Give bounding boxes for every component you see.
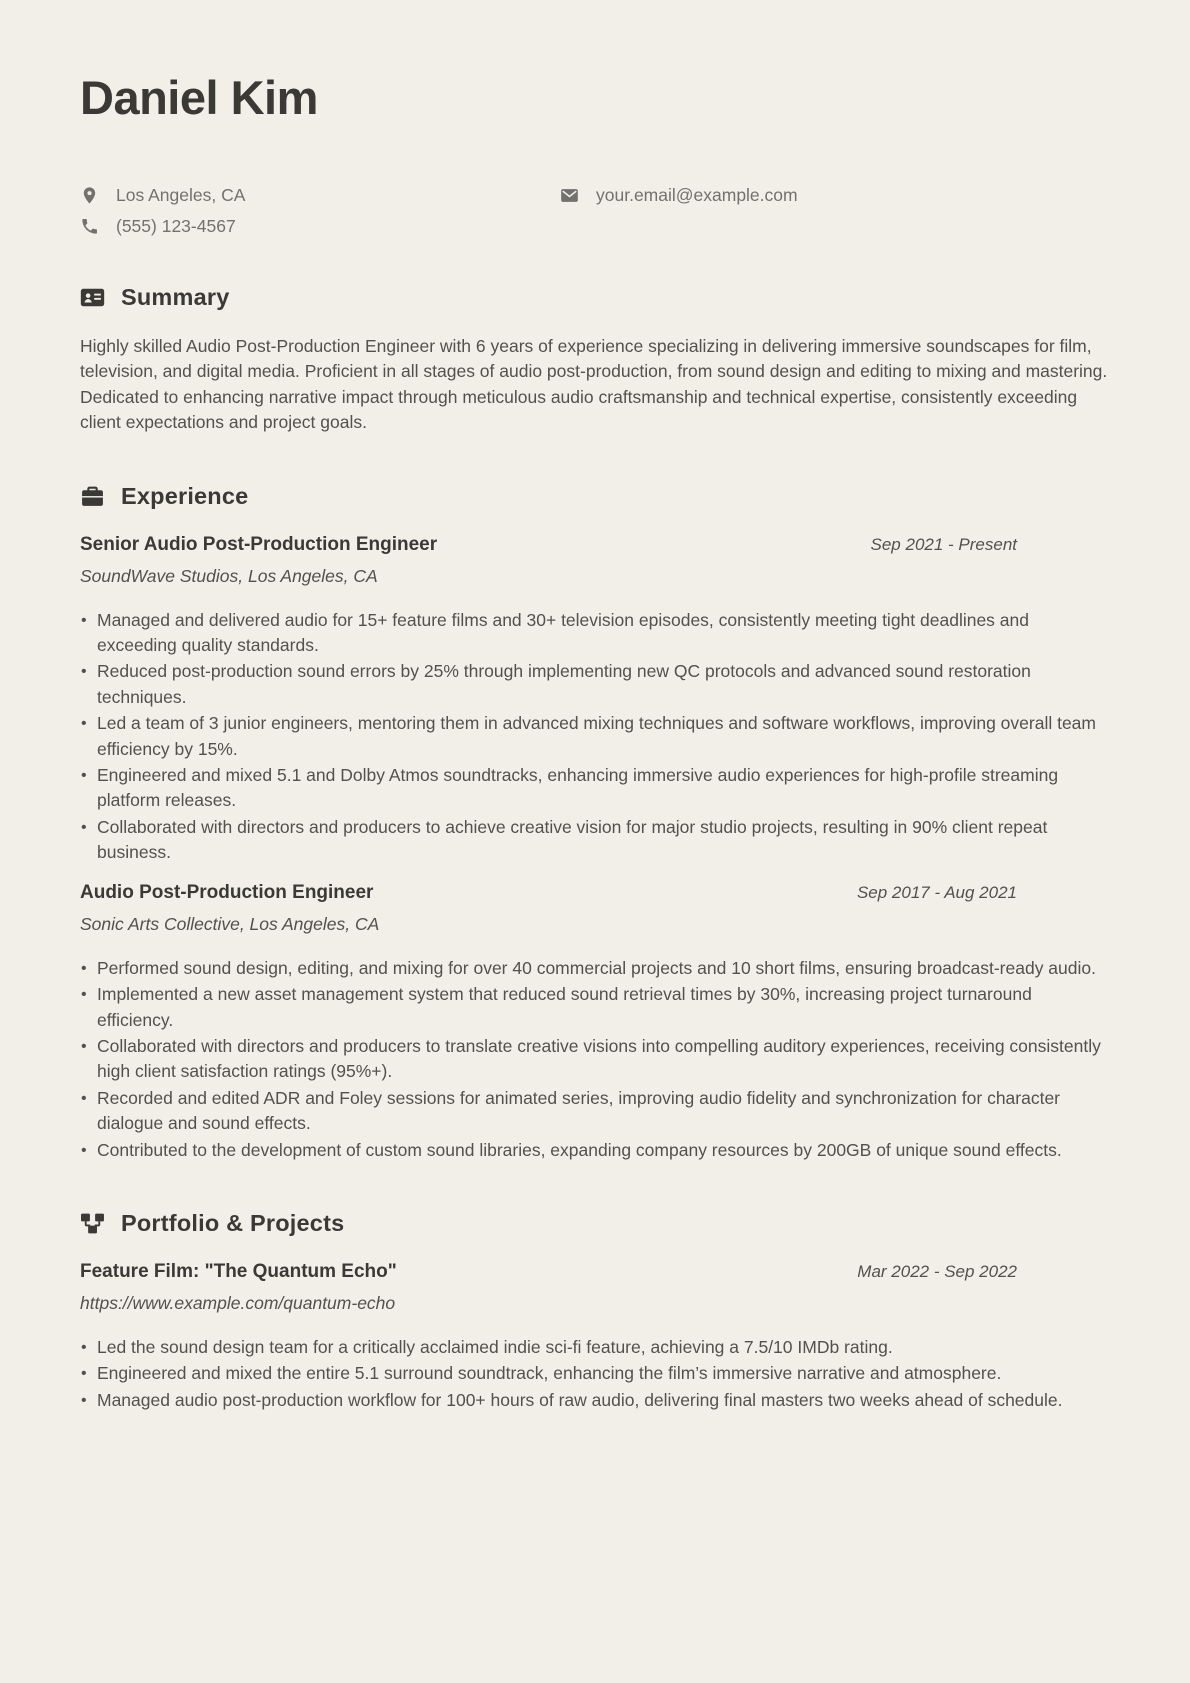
job-company: SoundWave Studios, Los Angeles, CA: [80, 565, 378, 586]
summary-section: [80, 284, 1110, 436]
contact-phone-row: [80, 216, 560, 237]
job-header-row: [80, 882, 1110, 904]
diagram-project-icon: [80, 1211, 105, 1236]
address-card-icon: [80, 285, 105, 310]
bullet-item: • Managed audio post-production workflow for 100+ hours of raw audio, delivering final masters two weeks ahead of schedule.: [80, 1388, 1110, 1413]
portfolio-section-header: [80, 1210, 1110, 1237]
bullet-item: • Led the sound design team for a critically acclaimed indie sci-fi feature, achieving a 7.5/10 IMDb rating.: [80, 1335, 1110, 1360]
summary-section-header: [80, 284, 1110, 311]
project-title: Feature Film: "The Quantum Echo": [80, 1260, 397, 1282]
project-bullet-list: [80, 1335, 1110, 1413]
summary-text: Highly skilled Audio Post-Production Engineer with 6 years of experience specializing in delivering immersive soundscapes for film, television, and digital media. Proficient in all stages of audio post-production, from sound design and editing to mixing and mastering. Dedicated to enhancing narrative impact through meticulous audio craftsmanship and technical expertise, consistently exceeding client expectations and project goals.: [80, 336, 1108, 433]
bullet-item: • Reduced post-production sound errors by 25% through implementing new QC protocols and advanced sound restoration techniques.: [80, 659, 1110, 710]
job-title: Senior Audio Post-Production Engineer: [80, 533, 438, 555]
job-entry: [80, 882, 1110, 1163]
job-entry: [80, 534, 1110, 866]
portfolio-section-title: Portfolio & Projects: [121, 1209, 345, 1236]
bullet-item: • Managed and delivered audio for 15+ feature films and 30+ television episodes, consistently meeting tight deadlines and exceeding quality standards.: [80, 608, 1110, 659]
person-name: Daniel Kim: [80, 71, 318, 124]
contact-phone-label: (555) 123-4567: [116, 216, 236, 236]
project-header-row: [80, 1261, 1110, 1283]
contact-location-row: [80, 185, 560, 206]
bullet-item: • Engineered and mixed the entire 5.1 surround soundtrack, enhancing the film’s immersive narrative and atmosphere.: [80, 1361, 1110, 1386]
contact-right-column: [560, 185, 1110, 237]
bullet-item: • Contributed to the development of custom sound libraries, expanding company resources by 200GB of unique sound effects.: [80, 1138, 1110, 1163]
experience-section-title: Experience: [121, 482, 249, 509]
project-entry: [80, 1261, 1110, 1413]
summary-section-title: Summary: [121, 284, 230, 310]
portfolio-section: [80, 1210, 1110, 1413]
bullet-item: • Collaborated with directors and producers to translate creative visions into compelling auditory experiences, receiving consistently high client satisfaction ratings (95%+).: [80, 1034, 1110, 1085]
experience-section: [80, 483, 1110, 1163]
bullet-item: • Implemented a new asset management system that reduced sound retrieval times by 30%, increasing project turnaround efficiency.: [80, 982, 1110, 1033]
project-dates: Mar 2022 - Sep 2022: [857, 1261, 1017, 1281]
location-pin-icon: [80, 186, 99, 205]
job-title: Audio Post-Production Engineer: [80, 881, 374, 903]
contact-block: [80, 185, 1110, 237]
briefcase-icon: [80, 484, 105, 509]
bullet-item: • Engineered and mixed 5.1 and Dolby Atmos soundtracks, enhancing immersive audio experiences for high-profile streaming platform releases.: [80, 763, 1110, 814]
job-header-row: [80, 534, 1110, 556]
experience-section-header: [80, 483, 1110, 510]
contact-email-label: your.email@example.com: [596, 185, 798, 205]
contact-email-row: [560, 185, 1110, 206]
job-company: Sonic Arts Collective, Los Angeles, CA: [80, 913, 380, 934]
contact-location-label: Los Angeles, CA: [116, 185, 246, 205]
job-dates: Sep 2021 - Present: [870, 534, 1017, 554]
bullet-item: • Collaborated with directors and producers to achieve creative vision for major studio projects, resulting in 90% client repeat business.: [80, 815, 1110, 866]
bullet-item: • Led a team of 3 junior engineers, mentoring them in advanced mixing techniques and software workflows, improving overall team efficiency by 15%.: [80, 711, 1110, 762]
bullet-item: • Performed sound design, editing, and mixing for over 40 commercial projects and 10 short films, ensuring broadcast-ready audio.: [80, 956, 1110, 981]
job-bullet-list: [80, 956, 1110, 1163]
job-dates: Sep 2017 - Aug 2021: [856, 882, 1017, 902]
envelope-icon: [560, 186, 579, 205]
job-bullet-list: [80, 608, 1110, 866]
project-url: https://www.example.com/quantum-echo: [80, 1292, 396, 1313]
phone-icon: [80, 217, 99, 236]
bullet-item: • Recorded and edited ADR and Foley sessions for animated series, improving audio fidelity and synchronization for character dialogue and sound effects.: [80, 1086, 1110, 1137]
contact-left-column: [80, 185, 560, 237]
